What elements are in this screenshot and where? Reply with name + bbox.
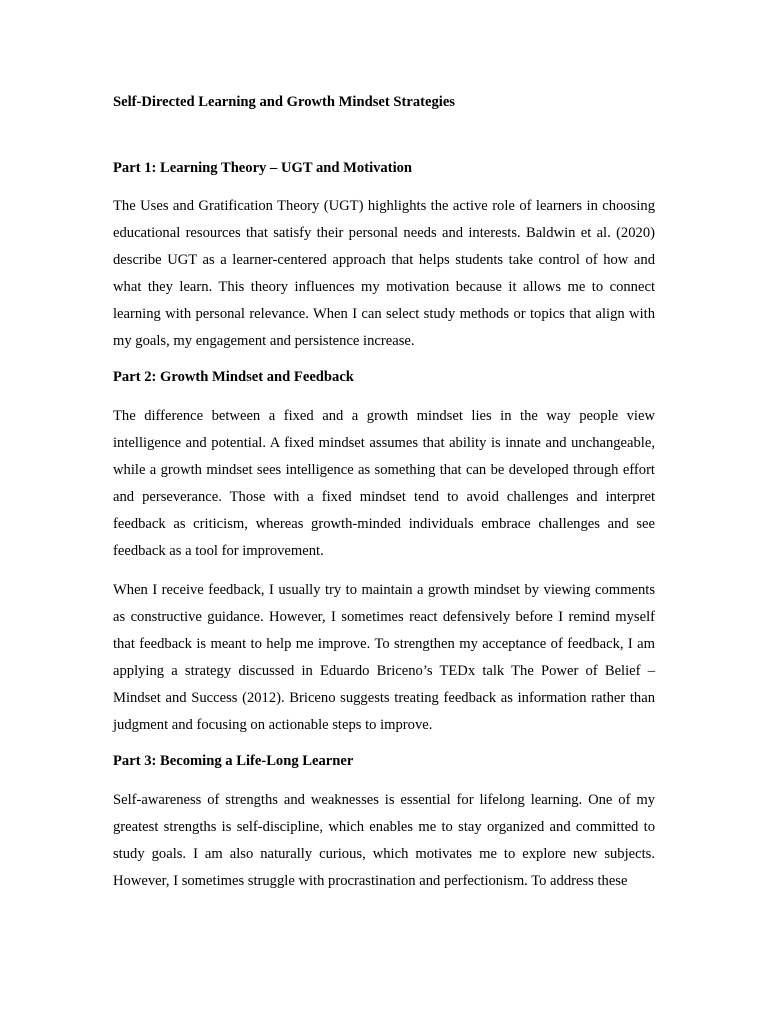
document-body — [113, 92, 655, 895]
paragraph-strengths-weaknesses: Self-awareness of strengths and weaknesses is essential for lifelong learning. One of my greatest strengths is self-discipline, which enables me to stay organized and committed to study goals. I am also naturally curious, which motivates me to explore new subjects. However, I sometimes struggle with procrastination and perfectionism. To address these — [113, 792, 655, 889]
paragraph-receiving-feedback: When I receive feedback, I usually try to maintain a growth mindset by viewing comments as constructive guidance. However, I sometimes react defensively before I remind myself that feedback is meant to help me improve. To strengthen my acceptance of feedback, I am applying a strategy discussed in Eduardo Briceno’s TEDx talk The Power of Belief – Mindset and Success (2012). Briceno suggests treating feedback as information rather than judgment and focusing on actionable steps to improve. — [113, 582, 655, 733]
section-heading-part-3: Part 3: Becoming a Life-Long Learner — [113, 753, 354, 769]
section-heading-part-2: Part 2: Growth Mindset and Feedback — [113, 369, 354, 385]
document-title: Self-Directed Learning and Growth Mindset Strategies — [113, 94, 455, 110]
paragraph-ugt-motivation: The Uses and Gratification Theory (UGT) highlights the active role of learners in choosing educational resources that satisfy their personal needs and interests. Baldwin et al. (2020) describe UGT as a learner-centered approach that helps students take control of how and what they learn. This theory influences my motivation because it allows me to connect learning with personal relevance. When I can select study methods or topics that align with my goals, my engagement and persistence increase. — [113, 198, 655, 349]
section-heading-part-1: Part 1: Learning Theory – UGT and Motivation — [113, 160, 413, 176]
paragraph-fixed-vs-growth: The difference between a fixed and a growth mindset lies in the way people view intelligence and potential. A fixed mindset assumes that ability is innate and unchangeable, while a growth mindset sees intelligence as something that can be developed through effort and perseverance. Those with a fixed mindset tend to avoid challenges and interpret feedback as criticism, whereas growth-minded individuals embrace challenges and see feedback as a tool for improvement. — [113, 408, 655, 559]
